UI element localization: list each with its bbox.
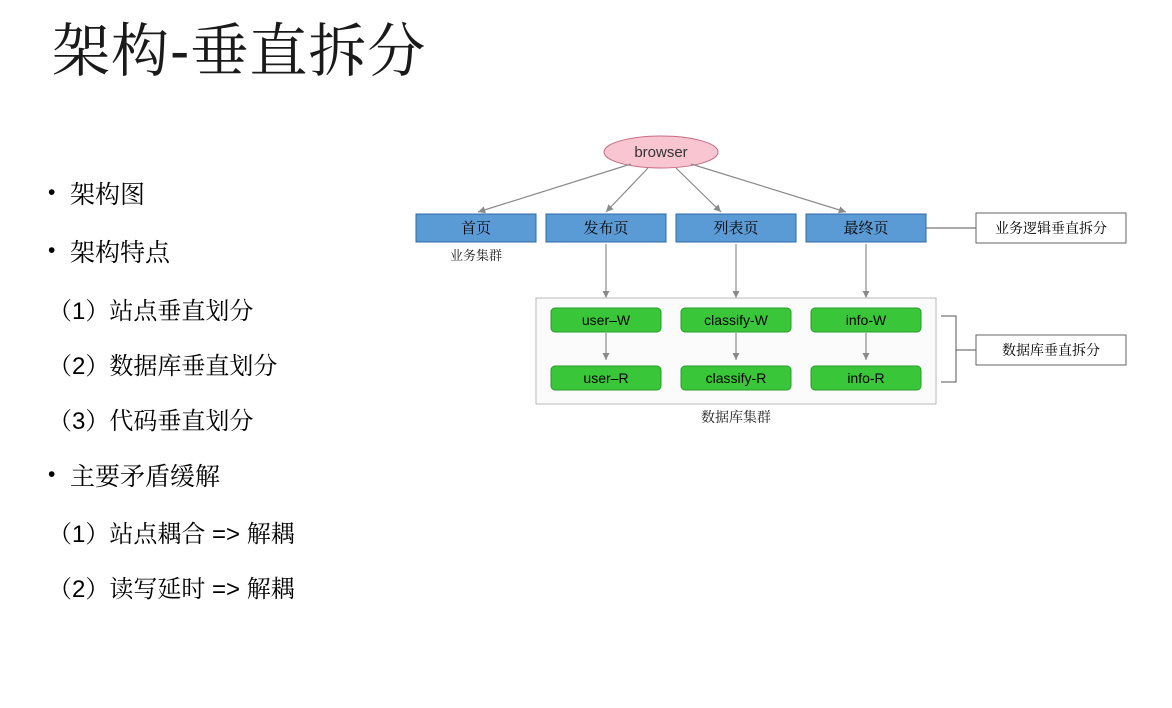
annotation-db-split [941, 316, 1126, 382]
list-item-label: 架构特点 [70, 239, 171, 268]
architecture-diagram [396, 120, 1156, 440]
db-node-label: classify-R [705, 370, 767, 386]
pages-caption: 业务集群 [449, 248, 503, 263]
page-boxes [416, 214, 926, 242]
db-node [551, 308, 661, 332]
page-box-label: 发布页 [583, 220, 629, 237]
db-node [681, 308, 791, 332]
browser-to-pages-connectors [478, 164, 846, 212]
list-item-label: （1）站点耦合 => 解耦 [48, 520, 295, 548]
db-node-label: user–R [583, 370, 629, 386]
annotation-label: 数据库垂直拆分 [1002, 342, 1100, 358]
db-node-label: user–W [581, 312, 631, 328]
annotation-label: 业务逻辑垂直拆分 [995, 220, 1107, 236]
page-box-label: 首页 [460, 220, 492, 237]
list-item-label: （1）站点垂直划分 [48, 297, 254, 325]
page-box [416, 214, 536, 242]
db-node [681, 366, 791, 390]
db-cluster-caption: 数据库集群 [701, 409, 771, 425]
browser-label: browser [634, 144, 688, 161]
db-node-label: info-R [847, 370, 885, 386]
page-box [806, 214, 926, 242]
db-node [811, 308, 921, 332]
list-item [48, 462, 518, 493]
list-item-label: （2）读写延时 => 解耦 [48, 575, 295, 603]
db-node-label: info-W [845, 312, 887, 328]
db-read-nodes [551, 366, 921, 390]
page-box-label: 列表页 [713, 220, 759, 237]
db-node-label: classify-W [704, 312, 768, 328]
pages-to-db-connectors [606, 244, 866, 298]
annotation-business-split [926, 213, 1126, 243]
list-item-label: （2）数据库垂直划分 [48, 352, 278, 380]
bullet-marker: • [48, 462, 56, 486]
list-item [48, 575, 518, 605]
bullet-marker: • [48, 181, 56, 204]
list-item-label: （3）代码垂直划分 [48, 407, 254, 435]
bullet-marker: • [48, 239, 56, 263]
page-box [546, 214, 666, 242]
list-item-label: 架构图 [70, 181, 146, 209]
page-title: 架构-垂直拆分 [52, 19, 427, 84]
db-write-nodes [551, 308, 921, 332]
browser-node [604, 136, 718, 168]
db-node [551, 366, 661, 390]
page-box-label: 最终页 [843, 220, 889, 237]
list-item-label: 主要矛盾缓解 [70, 462, 221, 491]
page-box [676, 214, 796, 242]
list-item [48, 520, 518, 550]
db-node [811, 366, 921, 390]
